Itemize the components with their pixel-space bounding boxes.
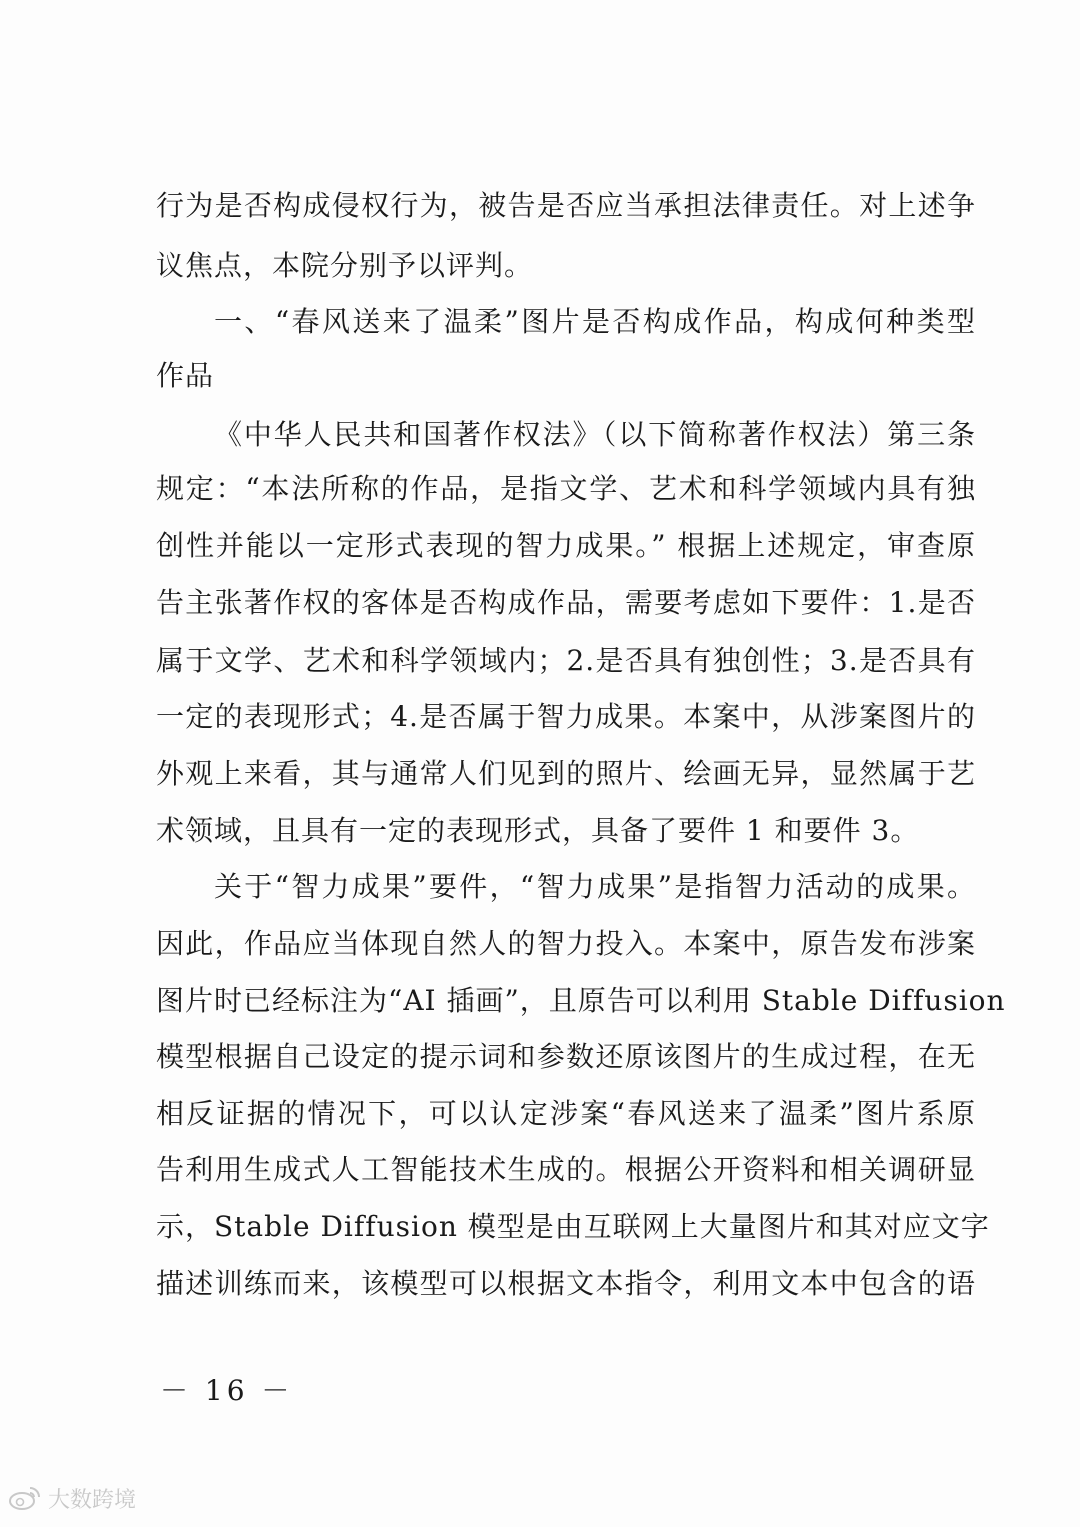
text-line: 一定的表现形式；4.是否属于智力成果。本案中，从涉案图片的 bbox=[156, 700, 976, 733]
text-line: 描述训练而来，该模型可以根据文本指令，利用文本中包含的语 bbox=[156, 1267, 976, 1300]
watermark-text: 大数跨境 bbox=[48, 1487, 137, 1513]
text-line: 《中华人民共和国著作权法》（以下简称著作权法）第三条 bbox=[214, 418, 976, 451]
watermark bbox=[8, 1478, 136, 1518]
section-heading: 作品 bbox=[156, 359, 215, 392]
text-line: 属于文学、艺术和科学领域内；2.是否具有独创性；3.是否具有 bbox=[156, 644, 976, 677]
text-line: 因此，作品应当体现自然人的智力投入。本案中，原告发布涉案 bbox=[156, 927, 976, 960]
text-line: 术领域，且具有一定的表现形式，具备了要件 1 和要件 3。 bbox=[156, 814, 920, 847]
text-line: 关于“智力成果”要件，“智力成果”是指智力活动的成果。 bbox=[214, 870, 976, 903]
text-line: 外观上来看，其与通常人们见到的照片、绘画无异，显然属于艺 bbox=[156, 757, 976, 790]
text-line: 模型根据自己设定的提示词和参数还原该图片的生成过程，在无 bbox=[156, 1040, 976, 1073]
text-line: 告利用生成式人工智能技术生成的。根据公开资料和相关调研显 bbox=[156, 1153, 976, 1186]
page-number: － 16 － bbox=[160, 1374, 294, 1407]
text-line: 行为是否构成侵权行为，被告是否应当承担法律责任。对上述争 bbox=[156, 189, 976, 222]
text-line: 示，Stable Diffusion 模型是由互联网上大量图片和其对应文字 bbox=[156, 1210, 990, 1243]
text-line: 相反证据的情况下，可以认定涉案“春风送来了温柔”图片系原 bbox=[156, 1097, 976, 1130]
text-line: 规定：“本法所称的作品，是指文学、艺术和科学领域内具有独 bbox=[156, 472, 976, 505]
text-line: 创性并能以一定形式表现的智力成果。” 根据上述规定，审查原 bbox=[156, 529, 976, 562]
text-line: 图片时已经标注为“AI 插画”，且原告可以利用 Stable Diffusion bbox=[156, 984, 1006, 1017]
section-heading: 一、“春风送来了温柔”图片是否构成作品，构成何种类型 bbox=[214, 305, 976, 338]
text-line: 告主张著作权的客体是否构成作品，需要考虑如下要件：1.是否 bbox=[156, 586, 976, 619]
text-line: 议焦点，本院分别予以评判。 bbox=[156, 249, 534, 282]
weibo-icon bbox=[8, 1484, 42, 1512]
